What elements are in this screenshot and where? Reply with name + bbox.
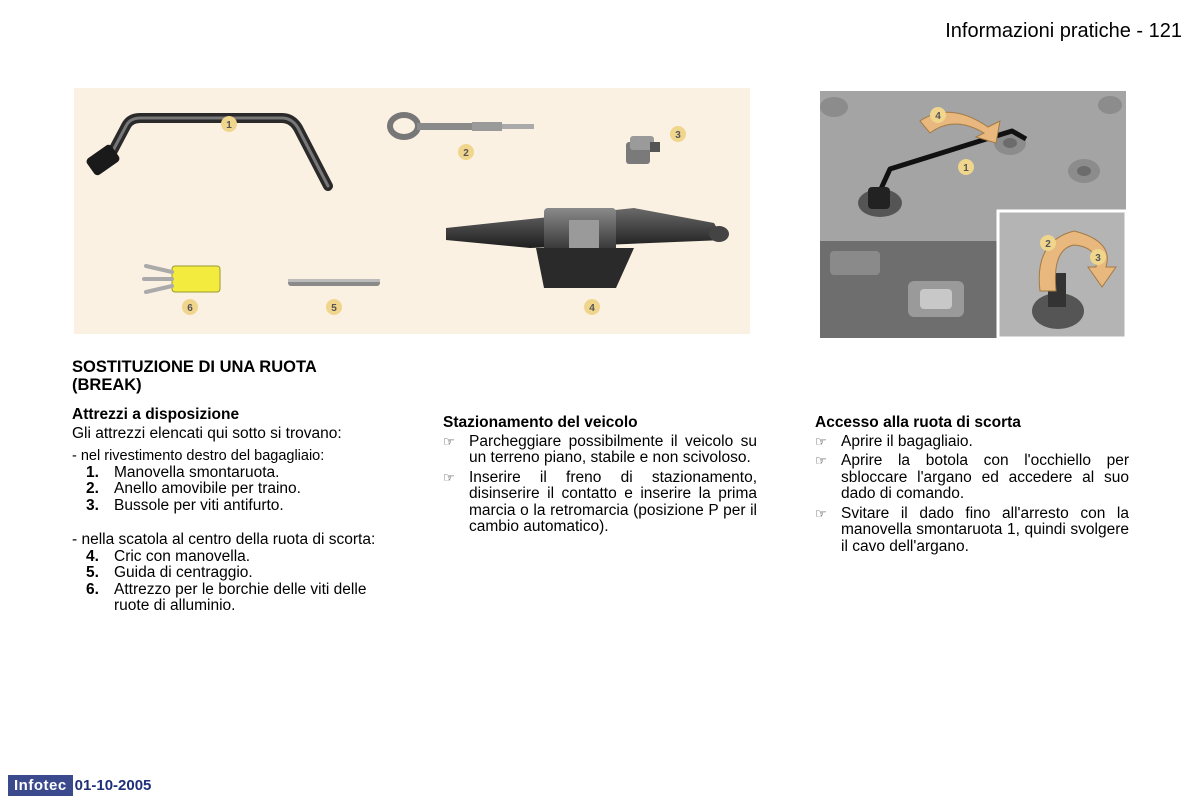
bullet-item	[815, 453, 1129, 503]
item-text: Anello amovibile per traino.	[114, 480, 301, 497]
trunk-badge-2: 2	[1045, 239, 1051, 250]
item-text: Bussole per viti antifurto.	[114, 496, 284, 514]
bullet-item	[815, 506, 1129, 556]
parking-heading: Stazionamento del veicolo	[443, 414, 638, 431]
trunk-badge-1: 1	[963, 163, 969, 174]
parking-column	[443, 415, 757, 539]
badge-4: 4	[589, 303, 595, 314]
bullet-item	[815, 434, 1129, 451]
jack-drawing	[446, 208, 729, 288]
badge-2: 2	[463, 148, 469, 159]
list-item	[72, 565, 386, 582]
list-item	[72, 481, 386, 498]
item-number: 1.	[86, 463, 99, 481]
spare-wheel-column	[815, 415, 1129, 558]
badge-3: 3	[675, 130, 681, 141]
bullet-text: Aprire la botola con l'occhiello per sbloccare l'argano ed accedere al suo dado di comando.	[841, 452, 1129, 502]
trunk-drawing	[820, 91, 1126, 338]
towing-eye-drawing	[390, 115, 534, 137]
tools-heading: Attrezzi a disposizione	[72, 406, 240, 423]
bullet-item	[443, 434, 757, 467]
bullet-text: Svitare il dado fino all'arresto con la manovella smontaruota 1, quindi svolgere il cavo dell'argano.	[841, 504, 1129, 555]
item-text: Manovella smontaruota.	[114, 463, 280, 481]
socket-drawing	[626, 136, 660, 164]
item-number: 3.	[86, 496, 99, 514]
bullet-item	[443, 470, 757, 536]
item-number: 6.	[86, 580, 99, 598]
trunk-badge-4: 4	[935, 111, 941, 122]
tools-illustration	[74, 88, 750, 334]
location-spare-wheel-box: - nella scatola al centro della ruota di scorta:	[72, 531, 376, 548]
detail-inset	[998, 211, 1126, 338]
bumper-trim	[820, 241, 1020, 338]
item-text: Cric con manovella.	[114, 547, 251, 565]
tools-column	[72, 407, 386, 615]
badge-6: 6	[187, 303, 193, 314]
section-title: SOSTITUZIONE DI UNA RUOTA (BREAK)	[72, 358, 317, 394]
footer	[8, 774, 151, 796]
pointing-hand-icon: ☞	[815, 453, 827, 468]
badge-5: 5	[331, 303, 337, 314]
list-item	[72, 582, 386, 615]
bullet-text: Aprire il bagagliaio.	[841, 432, 973, 450]
pointing-hand-icon: ☞	[815, 433, 827, 449]
location-right-trim: - nel rivestimento destro del bagagliaio:	[72, 448, 325, 464]
badge-1: 1	[226, 120, 232, 131]
list-item	[72, 465, 386, 482]
centring-guide-drawing	[288, 279, 380, 286]
tools-intro: Gli attrezzi elencati qui sotto si trovano:	[72, 424, 342, 442]
spare-wheel-heading: Accesso alla ruota di scorta	[815, 414, 1021, 431]
pointing-hand-icon: ☞	[815, 505, 827, 521]
trunk-badge-3: 3	[1095, 253, 1101, 264]
item-number: 4.	[86, 547, 99, 565]
bullet-text: Parcheggiare possibilmente il veicolo su un terreno piano, stabile e non scivoloso.	[469, 432, 757, 466]
wheel-brace-drawing	[85, 118, 328, 186]
pointing-hand-icon: ☞	[443, 433, 455, 449]
item-text: Attrezzo per le borchie delle viti delle ruote di alluminio.	[114, 580, 367, 614]
list-item	[72, 549, 386, 566]
pointing-hand-icon: ☞	[443, 469, 455, 485]
item-text: Guida di centraggio.	[114, 564, 253, 581]
list-item	[72, 498, 386, 515]
page-header: Informazioni pratiche - 121	[945, 20, 1182, 42]
footer-date: 01-10-2005	[74, 776, 152, 794]
item-number: 5.	[86, 564, 99, 581]
trim-tool-drawing	[144, 266, 220, 292]
trunk-illustration	[820, 91, 1126, 338]
bullet-text: Inserire il freno di stazionamento, disinserire il contatto e inserire la prima marcia o la retromarcia (posizione P per il cambio automatico).	[469, 468, 757, 535]
tools-drawing	[74, 88, 750, 334]
infotec-logo: Infotec	[8, 775, 73, 796]
item-number: 2.	[86, 480, 99, 497]
